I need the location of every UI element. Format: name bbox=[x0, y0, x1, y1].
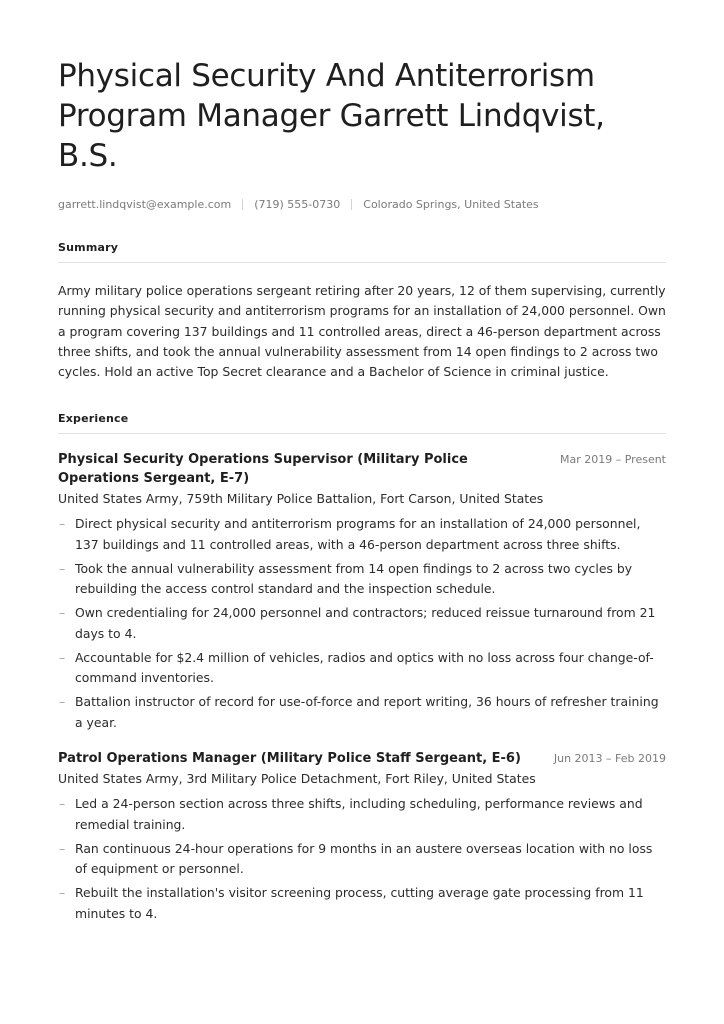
bullet-text: Own credentialing for 24,000 personnel and contractors; reduced reissue turnaround from 21 days to 4. bbox=[75, 605, 656, 641]
bullet-item bbox=[58, 559, 666, 600]
phone-number: (719) 555-0730 bbox=[254, 198, 341, 211]
contact-divider bbox=[351, 199, 352, 210]
candidate-name: Physical Security And Antiterrorism Program Manager Garrett Lindqvist, B.S. bbox=[58, 58, 605, 174]
job-bullets bbox=[58, 514, 666, 733]
summary-section bbox=[58, 241, 666, 382]
bullet-item bbox=[58, 603, 666, 644]
job-header bbox=[58, 749, 666, 768]
bullet-dash: – bbox=[59, 885, 66, 901]
bullet-text: Rebuilt the installation's visitor screening process, cutting average gate processing from 11 minutes to 4. bbox=[75, 885, 644, 921]
bullet-text: Took the annual vulnerability assessment from 14 open findings to 2 across two cycles by rebuilding the access control standard and the inspection schedule. bbox=[75, 560, 633, 597]
email-link[interactable]: garrett.lindqvist@example.com bbox=[58, 198, 232, 211]
resume-page bbox=[58, 56, 666, 928]
bullet-text: Led a 24-person section across three shifts, including scheduling, performance reviews and remedial training. bbox=[75, 796, 643, 832]
bullet-text: Battalion instructor of record for use-of-force and report writing, 36 hours of refresher training a year. bbox=[75, 694, 659, 730]
bullet-item bbox=[58, 883, 666, 924]
bullet-dash: – bbox=[59, 840, 66, 856]
summary-heading: Summary bbox=[58, 241, 666, 263]
bullet-dash: – bbox=[59, 796, 66, 812]
bullet-dash: – bbox=[59, 694, 66, 710]
job-dates: Jun 2013 – Feb 2019 bbox=[553, 752, 666, 766]
bullet-item bbox=[58, 692, 666, 733]
job-entry bbox=[58, 749, 666, 924]
summary-text: Army military police operations sergeant retiring after 20 years, 12 of them supervising, currently running physical security and antiterrorism programs for an installation of 24,000 personnel. Own a program covering 137 buildings and 11 controlled areas, direct a 46-person department across three shifts, and took the annual vulnerability assessment from 14 open findings to 2 across two cycles. Hold an active Top Secret clearance and a Bachelor of Science in criminal justice. bbox=[58, 283, 666, 380]
bullet-dash: – bbox=[59, 649, 66, 665]
job-dates: Mar 2019 – Present bbox=[559, 453, 666, 467]
job-bullets bbox=[58, 794, 666, 924]
bullet-item bbox=[58, 794, 666, 835]
contact-divider bbox=[242, 199, 243, 210]
bullet-item bbox=[58, 514, 666, 555]
job-header bbox=[58, 450, 666, 488]
bullet-text: Direct physical security and antiterrorism programs for an installation of 24,000 personnel, 137 buildings and 11 controlled areas, with a 46-person department across three shifts. bbox=[75, 516, 641, 552]
bullet-dash: – bbox=[59, 516, 66, 532]
job-title: Physical Security Operations Supervisor (Military Police Operations Sergeant, E-7) bbox=[58, 452, 468, 487]
bullet-dash: – bbox=[59, 560, 66, 576]
bullet-dash: – bbox=[59, 605, 66, 621]
experience-section bbox=[58, 412, 666, 924]
job-organization: United States Army, 3rd Military Police Detachment, Fort Riley, United States bbox=[58, 771, 536, 787]
job-title: Patrol Operations Manager (Military Police Staff Sergeant, E-6) bbox=[58, 751, 521, 767]
bullet-item bbox=[58, 839, 666, 880]
location: Colorado Springs, United States bbox=[363, 198, 539, 211]
experience-heading: Experience bbox=[58, 412, 666, 434]
contact-line bbox=[58, 198, 666, 211]
job-entry bbox=[58, 450, 666, 733]
bullet-text: Ran continuous 24-hour operations for 9 months in an austere overseas location with no loss of equipment or personnel. bbox=[75, 840, 653, 877]
job-organization: United States Army, 759th Military Police Battalion, Fort Carson, United States bbox=[58, 491, 544, 507]
bullet-text: Accountable for $2.4 million of vehicles, radios and optics with no loss across four change-of-command inventories. bbox=[75, 649, 654, 686]
bullet-item bbox=[58, 648, 666, 689]
